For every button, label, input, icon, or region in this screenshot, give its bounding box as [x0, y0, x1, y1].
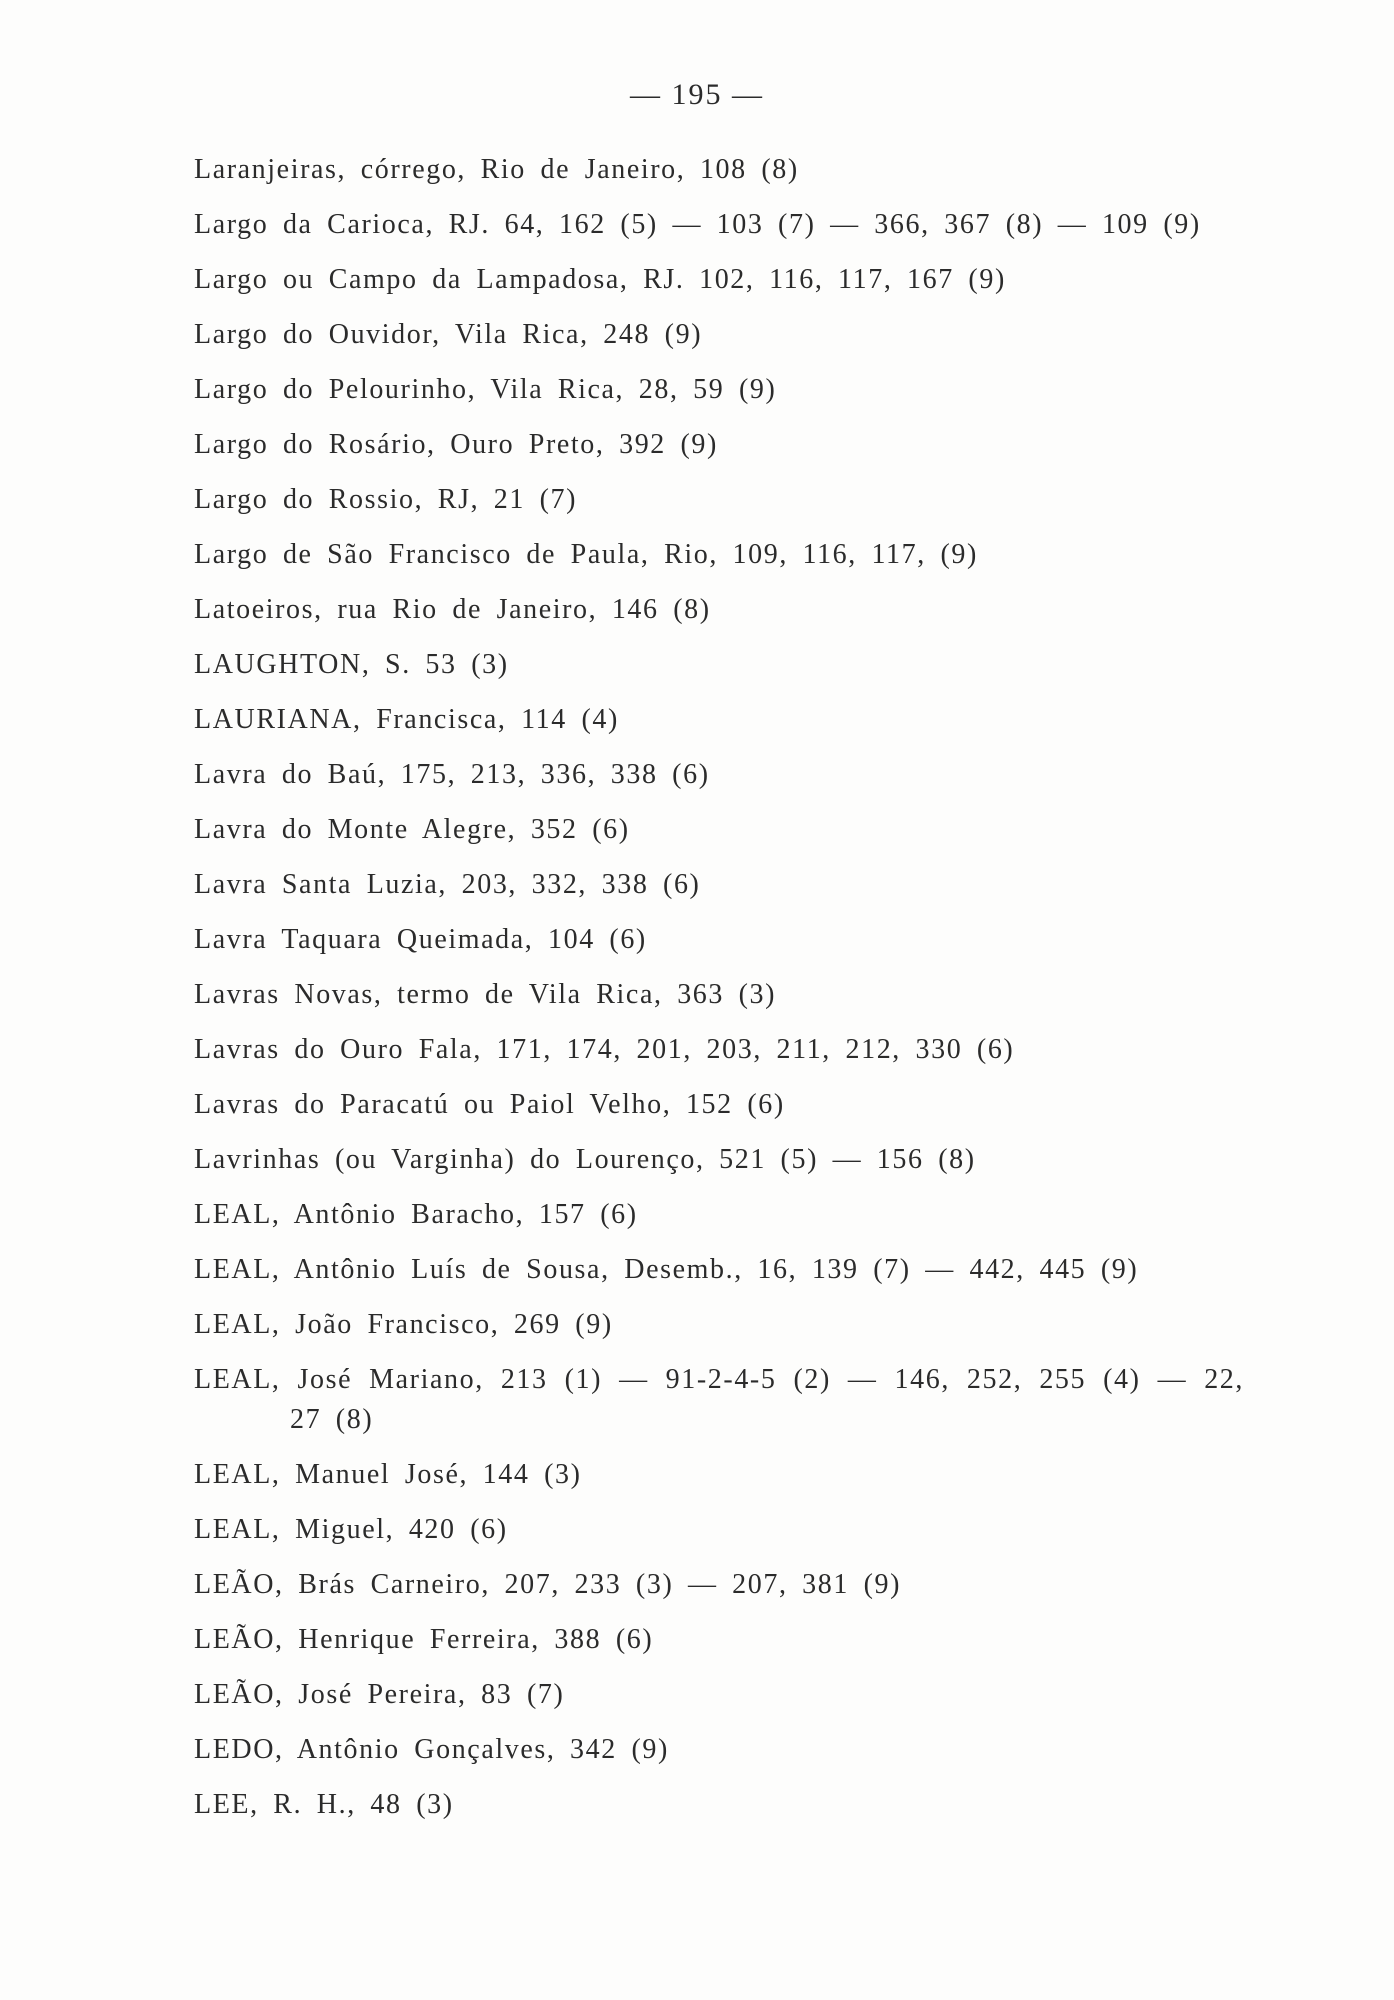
index-entry: LEAL, Miguel, 420 (6) — [194, 1514, 508, 1545]
index-entry: Largo do Rossio, RJ, 21 (7) — [194, 484, 578, 515]
index-entry: LEE, R. H., 48 (3) — [194, 1789, 454, 1820]
index-entry: LAURIANA, Francisca, 114 (4) — [194, 704, 619, 735]
index-entry: Largo do Ouvidor, Vila Rica, 248 (9) — [194, 319, 703, 350]
index-entry: Lavras Novas, termo de Vila Rica, 363 (3) — [194, 979, 777, 1010]
index-entry: Lavra do Monte Alegre, 352 (6) — [194, 814, 630, 845]
index-entry: Largo do Pelourinho, Vila Rica, 28, 59 (9) — [194, 374, 777, 405]
index-entry: LEAL, Antônio Baracho, 157 (6) — [194, 1199, 638, 1230]
index-entry: LEÃO, José Pereira, 83 (7) — [194, 1679, 565, 1710]
index-entry: LEAL, João Francisco, 269 (9) — [194, 1309, 613, 1340]
index-list — [194, 150, 1244, 1840]
index-entry: LAUGHTON, S. 53 (3) — [194, 649, 509, 680]
index-entry: Lavra Santa Luzia, 203, 332, 338 (6) — [194, 869, 701, 900]
index-entry: Latoeiros, rua Rio de Janeiro, 146 (8) — [194, 594, 711, 625]
index-entry: LEÃO, Henrique Ferreira, 388 (6) — [194, 1624, 654, 1655]
index-entry: Lavra Taquara Queimada, 104 (6) — [194, 924, 647, 955]
index-entry: Laranjeiras, córrego, Rio de Janeiro, 108 (8) — [194, 154, 799, 185]
index-entry: Largo de São Francisco de Paula, Rio, 109, 116, 117, (9) — [194, 539, 978, 570]
index-entry: Lavra do Baú, 175, 213, 336, 338 (6) — [194, 759, 710, 790]
index-entry: Largo da Carioca, RJ. 64, 162 (5) — 103 (7) — 366, 367 (8) — 109 (9) — [194, 209, 1201, 240]
index-entry: LEAL, Antônio Luís de Sousa, Desemb., 16, 139 (7) — 442, 445 (9) — [194, 1254, 1139, 1285]
index-entry: Lavras do Paracatú ou Paiol Velho, 152 (6) — [194, 1089, 785, 1120]
index-entry: LEAL, Manuel José, 144 (3) — [194, 1459, 582, 1490]
index-entry: LEAL, José Mariano, 213 (1) — 91-2-4-5 (2) — 146, 252, 255 (4) — 22, 27 (8) — [194, 1364, 1244, 1435]
index-entry: Lavrinhas (ou Varginha) do Lourenço, 521 (5) — 156 (8) — [194, 1144, 976, 1175]
index-entry: Largo do Rosário, Ouro Preto, 392 (9) — [194, 429, 718, 460]
page-number: — 195 — — [630, 78, 764, 111]
index-entry: LEÃO, Brás Carneiro, 207, 233 (3) — 207, 381 (9) — [194, 1569, 902, 1600]
index-entry: Lavras do Ouro Fala, 171, 174, 201, 203, 211, 212, 330 (6) — [194, 1034, 1015, 1065]
index-entry: LEDO, Antônio Gonçalves, 342 (9) — [194, 1734, 669, 1765]
index-entry: Largo ou Campo da Lampadosa, RJ. 102, 116, 117, 167 (9) — [194, 264, 1006, 295]
